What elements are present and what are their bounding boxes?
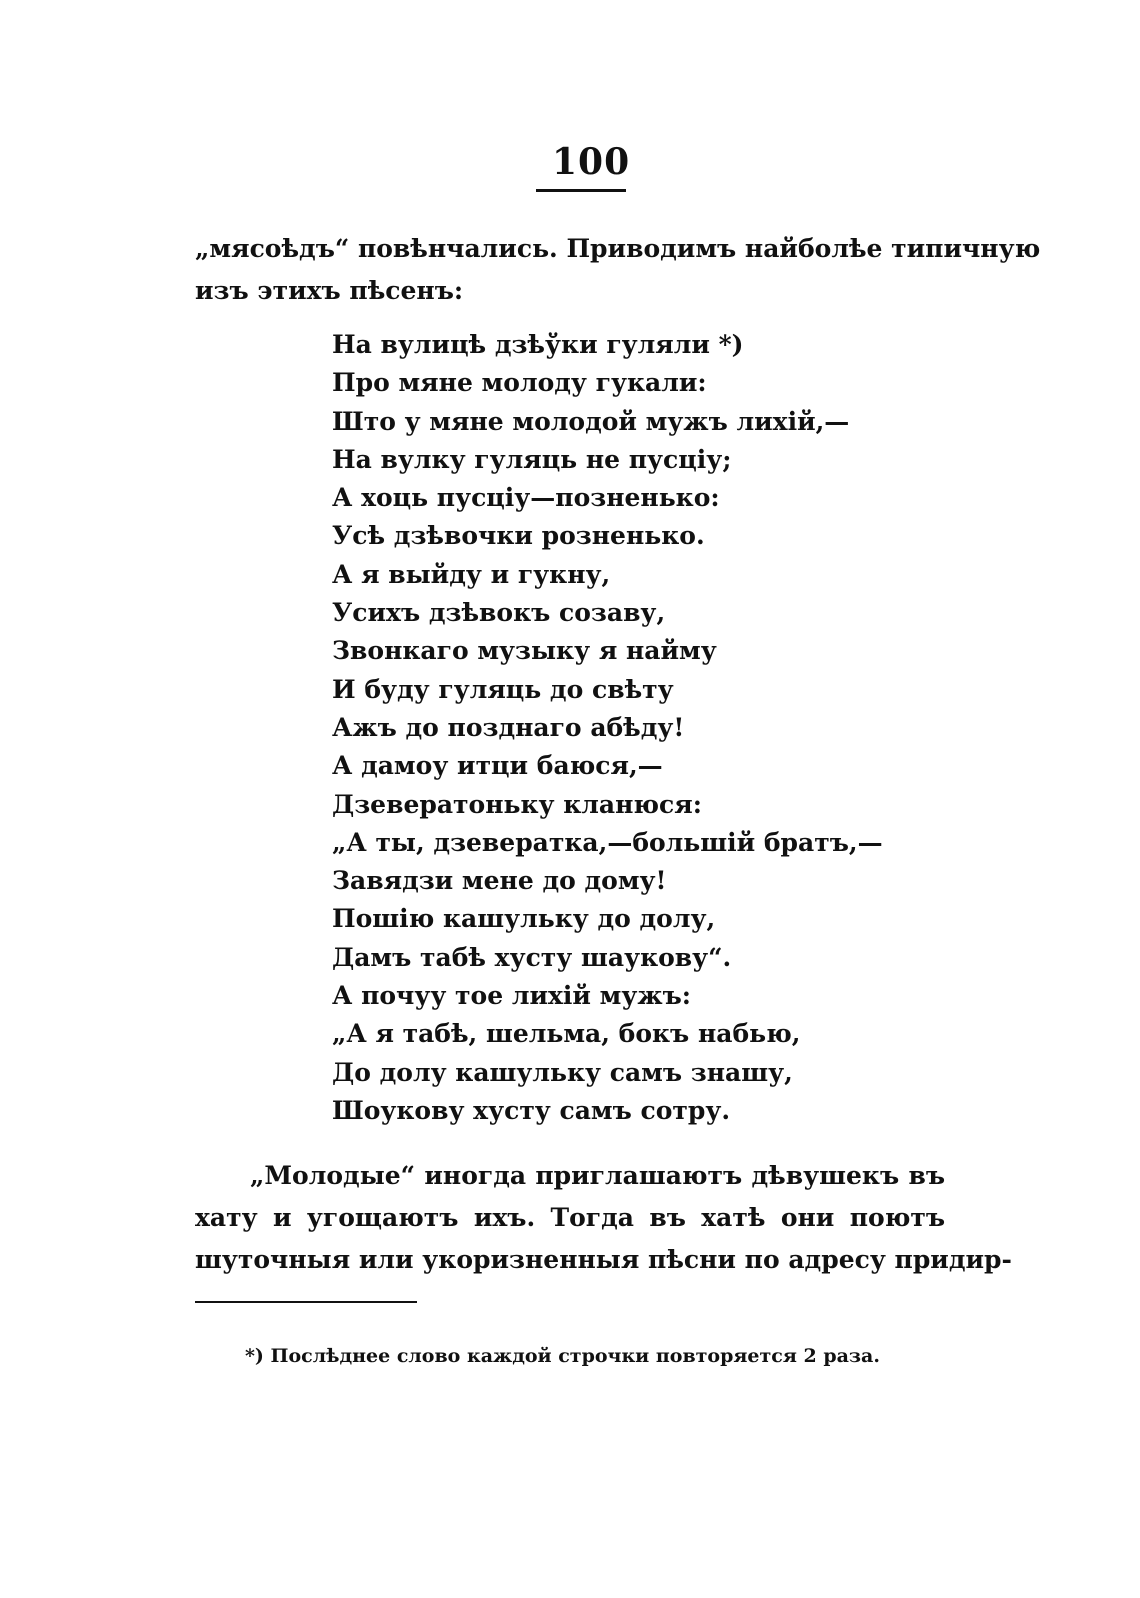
verse-line: Про мяне молоду гукали: [332,368,707,398]
verse-line: А хоць пусціу—позненько: [332,483,720,513]
verse-line: На вулку гуляць не пусціу; [332,444,732,474]
verse-line: Што у мяне молодой мужъ лихій,— [332,406,850,436]
verse-line: Пошію кашульку до долу, [332,904,716,934]
page-number: 100 [552,141,631,183]
verse-line: А почуу тое лихій мужъ: [332,981,692,1011]
verse-line: „А ты, дзевератка,—большій братъ,— [332,827,883,857]
verse-line: „А я табѣ, шельма, бокъ набью, [332,1019,801,1049]
verse-line: Дзевератоньку кланюся: [332,789,702,819]
closing-line: хату и угощаютъ ихъ. Тогда въ хатѣ они поютъ [195,1203,945,1232]
verse-line: И буду гуляць до свѣту [332,674,674,704]
page-number-underline [536,189,626,192]
verse-line: Ажъ до позднаго абѣду! [332,712,685,742]
verse-line: А дамоу итци баюся,— [332,751,663,781]
verse-line: До долу кашульку самъ знашу, [332,1057,793,1087]
verse-line: Усѣ дзѣвочки розненько. [332,521,705,551]
intro-paragraph [195,228,1041,312]
closing-line: шуточныя или укоризненныя пѣсни по адресу придир- [195,1245,1012,1274]
song-verse [332,326,932,1130]
verse-line: Шоукову хусту самъ сотру. [332,1095,731,1125]
verse-line: А я выйду и гукну, [332,559,611,589]
closing-paragraph [195,1155,1012,1281]
verse-line: Дамъ табѣ хусту шаукову“. [332,942,732,972]
footnote: *) Послѣднее слово каждой строчки повторяется 2 раза. [245,1345,880,1367]
closing-line: „Молодые“ иногда приглашаютъ дѣвушекъ въ [250,1161,945,1190]
verse-line: На вулицѣ дзѣўки гуляли *) [332,330,744,359]
footnote-separator [195,1301,417,1303]
verse-line: Завядзи мене до дому! [332,866,667,896]
intro-line: изъ этихъ пѣсенъ: [195,276,464,305]
intro-line: „мясоѣдъ“ повѣнчались. Приводимъ найболѣе типичную [195,234,1041,263]
verse-line: Усихъ дзѣвокъ созаву, [332,598,666,628]
verse-line: Звонкаго музыку я найму [332,636,717,666]
